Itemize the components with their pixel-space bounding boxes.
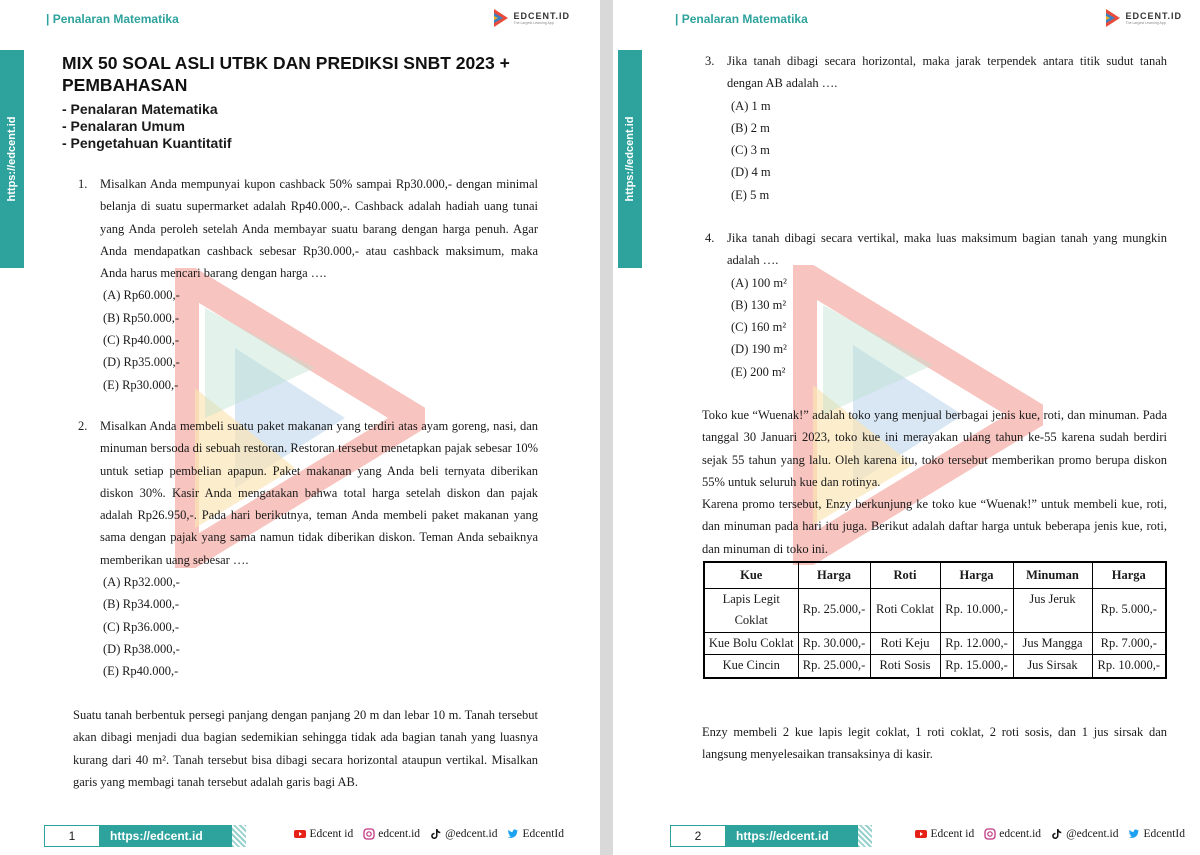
- table-header: Minuman: [1013, 562, 1092, 588]
- question-text: Misalkan Anda membeli suatu paket makanan yang terdiri atas ayam goreng, nasi, dan minuman bersoda di sebuah restoran. Restoran tersebut menetapkan pajak sebesar 10% untuk setiap pembelian apapun. Paket makanan yang Anda beli ternyata diberikan diskon 30%. Kasir Anda mengatakan bahwa total harga setelah diskon dan pajak adalah Rp26.950,-. Pada hari berikutnya, teman Anda membeli paket makanan yang sama dengan pajak yang sama namun tidak diberikan diskon. Teman Anda sebaiknya memberikan uang sebesar ….: [100, 419, 538, 567]
- subject-item: - Penalaran Umum: [62, 118, 185, 134]
- page-header: [613, 10, 1200, 34]
- brand-tagline: The Largest Learning App: [513, 21, 554, 25]
- page-2: [613, 0, 1200, 855]
- header-subject: | Penalaran Matematika: [675, 12, 808, 26]
- instagram-icon: [363, 828, 375, 840]
- option-list: [731, 95, 1167, 206]
- question-2: [78, 415, 538, 683]
- twitter-icon: [1128, 828, 1140, 840]
- youtube-label: Edcent id: [930, 828, 975, 840]
- question-text: Jika tanah dibagi secara horizontal, maka jarak terpendek antara titik sudut tanah dengan AB adalah ….: [727, 54, 1167, 91]
- side-ribbon-url: https://edcent.id: [6, 116, 18, 202]
- table-cell: Rp. 10.000,-: [940, 588, 1013, 632]
- option-c[interactable]: (C) Rp40.000,-: [103, 333, 180, 348]
- option-e[interactable]: (E) Rp30.000,-: [103, 377, 179, 392]
- option-c[interactable]: (C) 3 m: [731, 143, 770, 158]
- youtube-link[interactable]: [294, 828, 353, 840]
- footer-decoration: [858, 825, 872, 847]
- youtube-icon: [294, 828, 306, 840]
- option-b[interactable]: (B) Rp50.000,-: [103, 310, 180, 325]
- page-number: 2: [670, 825, 726, 847]
- instagram-icon: [984, 828, 996, 840]
- question-number: 4.: [705, 231, 715, 245]
- option-a[interactable]: (A) 1 m: [731, 98, 771, 113]
- edcent-logo-icon: [1104, 7, 1122, 29]
- tiktok-label: @edcent.id: [1066, 828, 1119, 840]
- doc-title: MIX 50 SOAL ASLI UTBK DAN PREDIKSI SNBT 2023 + PEMBAHASAN: [62, 53, 510, 95]
- question-number: 3.: [705, 54, 715, 68]
- youtube-icon: [915, 828, 927, 840]
- social-links: [294, 828, 564, 840]
- tiktok-link[interactable]: [1051, 828, 1118, 840]
- table-header: Harga: [798, 562, 870, 588]
- option-b[interactable]: (B) 2 m: [731, 120, 770, 135]
- shop-passage: [702, 404, 1167, 560]
- option-e[interactable]: (E) 5 m: [731, 187, 770, 202]
- table-cell: Roti Keju: [870, 632, 940, 655]
- instagram-label: edcent.id: [999, 828, 1042, 840]
- edcent-logo-icon: [492, 7, 510, 29]
- twitter-link[interactable]: [1128, 828, 1185, 840]
- tiktok-label: @edcent.id: [445, 828, 498, 840]
- question-text: Misalkan Anda mempunyai kupon cashback 50% sampai Rp30.000,- dengan minimal belanja di suatu supermarket adalah Rp40.000,-. Cashback adalah hadiah uang tunai yang Anda peroleh setelah Anda membayar suatu barang dengan harga penuh. Agar Anda mendapatkan cashback sebesar Rp30.000,- atau cashback maksimum, maka Anda harus mencari barang dengan harga ….: [100, 177, 538, 281]
- table-cell: Rp. 25.000,-: [798, 588, 870, 632]
- subject-item: - Pengetahuan Kuantitatif: [62, 135, 232, 151]
- side-ribbon-url: https://edcent.id: [624, 116, 636, 202]
- twitter-label: EdcentId: [522, 828, 564, 840]
- option-d[interactable]: (D) 4 m: [731, 165, 771, 180]
- side-ribbon: [0, 50, 24, 268]
- option-d[interactable]: (D) Rp35.000,-: [103, 355, 180, 370]
- brand-logo[interactable]: [492, 7, 570, 29]
- subject-list: [62, 101, 232, 152]
- page-header: [0, 10, 600, 34]
- option-d[interactable]: (D) 190 m²: [731, 342, 787, 357]
- table-cell: Jus Mangga: [1013, 632, 1092, 655]
- brand-name: EDCENT.ID: [513, 11, 570, 21]
- option-b[interactable]: (B) Rp34.000,-: [103, 597, 180, 612]
- option-e[interactable]: (E) Rp40.000,-: [103, 664, 179, 679]
- tiktok-link[interactable]: [430, 828, 497, 840]
- table-cell: Roti Coklat: [870, 588, 940, 632]
- instagram-link[interactable]: [984, 828, 1041, 840]
- brand-logo[interactable]: [1104, 7, 1182, 29]
- shop-paragraph-2: Karena promo tersebut, Enzy berkunjung ke toko kue “Wuenak!” untuk membeli kue, roti, dan minuman pada hari itu juga. Berikut adalah daftar harga untuk beberapa jenis kue, roti, dan minuman di toko ini.: [702, 497, 1167, 556]
- question-4: [705, 227, 1167, 383]
- option-list: [103, 571, 538, 682]
- table-cell: Kue Cincin: [704, 655, 798, 678]
- table-header: Kue: [704, 562, 798, 588]
- youtube-label: Edcent id: [309, 828, 354, 840]
- table-row: [704, 655, 1166, 678]
- twitter-link[interactable]: [507, 828, 564, 840]
- table-cell: Kue Bolu Coklat: [704, 632, 798, 655]
- shop-paragraph-1: Toko kue “Wuenak!” adalah toko yang menjual berbagai jenis kue, roti, dan minuman. Pada tanggal 30 Januari 2023, toko kue ini merayakan ulang tahun ke-55 karena sudah berdiri sejak 55 tahun yang lalu. Oleh karena itu, toko tersebut memberikan promo berupa diskon 55% untuk seluruh kue dan rotinya.: [702, 408, 1167, 489]
- table-cell: Lapis Legit Coklat: [704, 588, 798, 632]
- brand-name: EDCENT.ID: [1125, 11, 1182, 21]
- question-1: [78, 173, 538, 396]
- table-header: Harga: [1092, 562, 1166, 588]
- table-cell: Jus Jeruk: [1013, 588, 1092, 632]
- table-cell: Rp. 25.000,-: [798, 655, 870, 678]
- table-cell: Roti Sosis: [870, 655, 940, 678]
- instagram-link[interactable]: [363, 828, 420, 840]
- option-c[interactable]: (C) Rp36.000,-: [103, 619, 180, 634]
- table-cell: Jus Sirsak: [1013, 655, 1092, 678]
- header-subject: | Penalaran Matematika: [46, 12, 179, 26]
- question-number: 2.: [78, 419, 88, 433]
- table-header-row: [704, 562, 1166, 588]
- option-a[interactable]: (A) Rp32.000,-: [103, 575, 180, 590]
- option-list: [103, 284, 538, 395]
- twitter-label: EdcentId: [1143, 828, 1185, 840]
- brand-tagline: The Largest Learning App: [1125, 21, 1166, 25]
- table-row: [704, 632, 1166, 655]
- tiktok-icon: [430, 828, 442, 840]
- option-c[interactable]: (C) 160 m²: [731, 320, 787, 335]
- youtube-link[interactable]: [915, 828, 974, 840]
- question-text: Jika tanah dibagi secara vertikal, maka luas maksimum bagian tanah yang mungkin adalah ….: [727, 231, 1167, 268]
- table-cell: Rp. 12.000,-: [940, 632, 1013, 655]
- option-e[interactable]: (E) 200 m²: [731, 364, 786, 379]
- table-header: Roti: [870, 562, 940, 588]
- page-footer: [44, 825, 564, 847]
- subject-item: - Penalaran Matematika: [62, 101, 218, 117]
- page-number: 1: [44, 825, 100, 847]
- table-cell: Rp. 5.000,-: [1092, 588, 1166, 632]
- land-passage: Suatu tanah berbentuk persegi panjang dengan panjang 20 m dan lebar 10 m. Tanah tersebut akan dibagi menjadi dua bagian sedemikian sehingga tidak ada bagian tanah yang luasnya kurang dari 40 m². Tanah tersebut bisa dibagi secara horizontal ataupun vertikal. Misalkan garis yang membagi tanah tersebut adalah garis bagi AB.: [73, 708, 538, 789]
- instagram-label: edcent.id: [378, 828, 421, 840]
- table-row: [704, 588, 1166, 632]
- footer-decoration: [232, 825, 246, 847]
- option-list: [731, 272, 1167, 383]
- table-cell: Rp. 30.000,-: [798, 632, 870, 655]
- social-links: [915, 828, 1185, 840]
- table-cell: Rp. 15.000,-: [940, 655, 1013, 678]
- option-d[interactable]: (D) Rp38.000,-: [103, 641, 180, 656]
- option-a[interactable]: (A) Rp60.000,-: [103, 288, 180, 303]
- footer-url-link[interactable]: https://edcent.id: [726, 825, 858, 847]
- table-header: Harga: [940, 562, 1013, 588]
- table-cell: Rp. 7.000,-: [1092, 632, 1166, 655]
- footer-url-link[interactable]: https://edcent.id: [100, 825, 232, 847]
- question-3: [705, 50, 1167, 206]
- question-number: 1.: [78, 177, 88, 191]
- purchase-passage: Enzy membeli 2 kue lapis legit coklat, 1 roti coklat, 2 roti sosis, dan 1 jus sirsak dan langsung menyelesaikan transaksinya di kasir.: [702, 725, 1167, 762]
- option-b[interactable]: (B) 130 m²: [731, 297, 787, 312]
- option-a[interactable]: (A) 100 m²: [731, 275, 787, 290]
- twitter-icon: [507, 828, 519, 840]
- side-ribbon: [618, 50, 642, 268]
- price-table: [703, 561, 1167, 679]
- tiktok-icon: [1051, 828, 1063, 840]
- table-cell: Rp. 10.000,-: [1092, 655, 1166, 678]
- page-footer: [670, 825, 1185, 847]
